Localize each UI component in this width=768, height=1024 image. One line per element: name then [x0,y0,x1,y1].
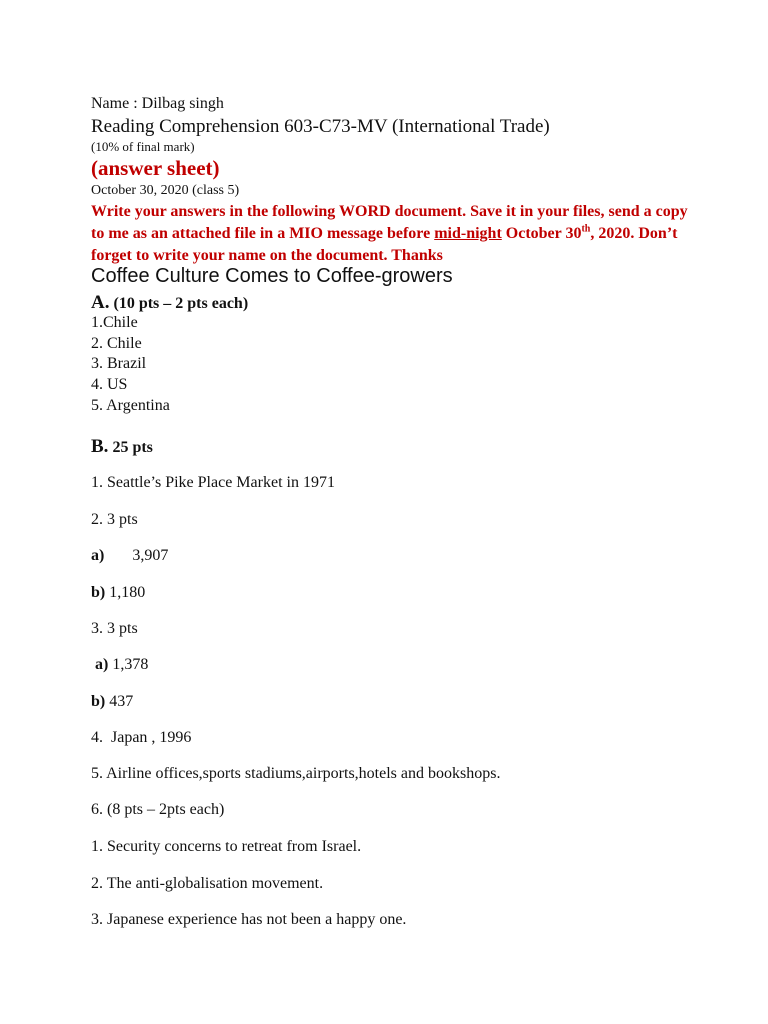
item-text: 1,378 [108,656,149,673]
answer-sheet-heading: (answer sheet) [91,156,220,180]
section-b-letter: B. [91,436,109,457]
section-a-item: 2. Chile [91,335,142,352]
section-b-item [91,838,361,856]
instructions-part1: Write your answers in the following WORD document. Save it in your files, send a copy to me as an attached file in a MIO message before [91,203,688,242]
item-text: 6. (8 pts – 2pts each) [91,801,225,818]
instructions-part2: October 30 [501,225,582,242]
section-b-item [91,584,145,602]
item-label: a) [91,656,109,673]
item-text: 437 [105,693,134,710]
document-title: Reading Comprehension 603-C73-MV (International Trade) [91,116,550,137]
section-b-item [91,911,406,929]
instructions [91,201,691,267]
section-a-heading [91,292,248,314]
section-b-item [91,765,500,783]
date-line: October 30, 2020 (class 5) [91,183,240,198]
section-a-item: 3. Brazil [91,355,147,372]
item-text: 3,907 [104,547,169,564]
section-b-item [91,547,168,565]
item-text: 1. Seattle’s Pike Place Market in 1971 [91,474,335,491]
section-b-item [91,875,323,893]
grade-note: (10% of final mark) [91,139,195,154]
item-text: 3. 3 pts [91,620,138,637]
item-label: b) [91,584,106,601]
item-label: a) [91,547,105,564]
section-b-item [91,693,133,711]
item-text: 5. Airline offices,sports stadiums,airports,hotels and bookshops. [91,765,501,782]
section-b-item [91,801,224,819]
section-a-item: 5. Argentina [91,397,170,414]
item-text: 1. Security concerns to retreat from Israel. [91,838,362,855]
item-text: 2. 3 pts [91,511,138,528]
item-text: 4. Japan , 1996 [91,729,192,746]
instructions-part3: , 2020. Don’t forget to write your name on the document. Thanks [91,225,678,264]
item-label: b) [91,693,106,710]
item-text: 3. Japanese experience has not been a happy one. [91,911,407,928]
item-text: 2. The anti-globalisation movement. [91,875,324,892]
section-a-item: 4. US [91,376,128,393]
item-text: 1,180 [105,584,146,601]
section-a-letter: A. [91,292,110,313]
section-b-item [91,656,148,674]
section-a-item: 1.Chile [91,314,138,331]
section-b-item [91,511,138,529]
section-a-points-rest: – 2 pts each) [159,295,249,312]
student-name: Name : Dilbag singh [91,95,224,112]
section-b-item [91,620,138,638]
section-b-points: 25 pts [108,439,153,456]
section-b-heading [91,436,153,458]
instructions-deadline-underlined: mid-night [434,225,502,242]
article-heading: Coffee Culture Comes to Coffee-growers [91,265,453,287]
section-b-item [91,474,335,492]
instructions-superscript: th [581,223,591,235]
section-b-item [91,729,191,747]
section-a-points: (10 pts [113,295,160,312]
